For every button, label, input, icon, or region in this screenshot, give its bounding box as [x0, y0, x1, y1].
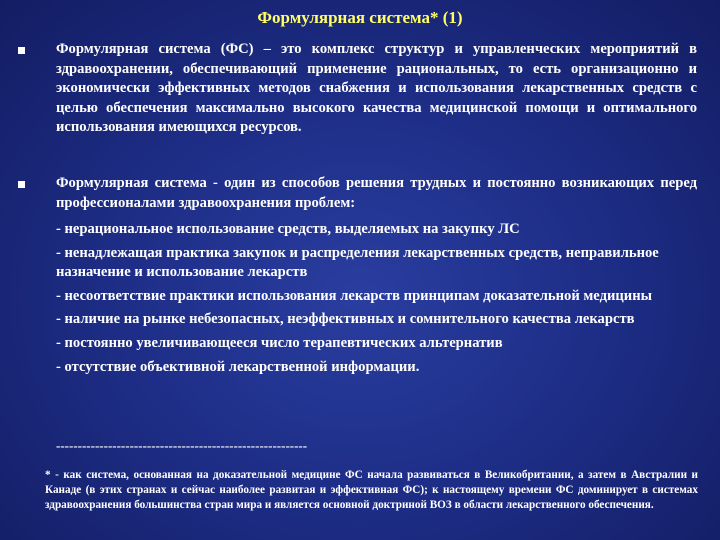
problem-item: - отсутствие объективной лекарственной информации.	[56, 358, 420, 375]
problem-item: - несоответствие практики использования лекарств принципам доказательной медицины	[56, 287, 653, 304]
problems-intro-paragraph: Формулярная система - один из способов решения трудных и постоянно возникающих перед профессионалами здравоохранения проблем:	[56, 175, 697, 211]
footnote: * - как система, основанная на доказательной медицине ФС начала развиваться в Великобритании, а затем в Австралии и Канаде (в этих странах и сейчас наиболее развитая и эффективная ФС); к настоящему времени ФС доминирует в системах здравоохранения большинства стран мира и является основной доктриной ВОЗ в области лекарственного обеспечения.	[45, 469, 698, 511]
problems-list	[56, 220, 697, 381]
problem-item: - постоянно увеличивающееся число терапевтических альтернатив	[56, 334, 503, 351]
slide-title: Формулярная система* (1)	[257, 8, 463, 27]
problem-item: - наличие на рынке небезопасных, неэффективных и сомнительного качества лекарств	[56, 311, 635, 328]
problem-item: - нерациональное использование средств, выделяемых на закупку ЛС	[56, 221, 520, 237]
definition-paragraph: Формулярная система (ФС) – это комплекс структур и управленческих мероприятий в здравоохранении, обеспечивающий применение рациональных, то есть организационно и экономически эффективных методов снабжения и использования лекарственных средств с целью обеспечения максимально высокого качества медицинской помощи и оптимального использования имеющихся ресурсов.	[56, 41, 697, 136]
square-bullet-icon	[18, 181, 25, 188]
problem-item: - ненадлежащая практика закупок и распределения лекарственных средств, неправильное назначение и использование лекарств	[56, 244, 659, 281]
footnote-separator: ----------------------------------------------------------	[56, 438, 308, 453]
square-bullet-icon	[18, 47, 25, 54]
